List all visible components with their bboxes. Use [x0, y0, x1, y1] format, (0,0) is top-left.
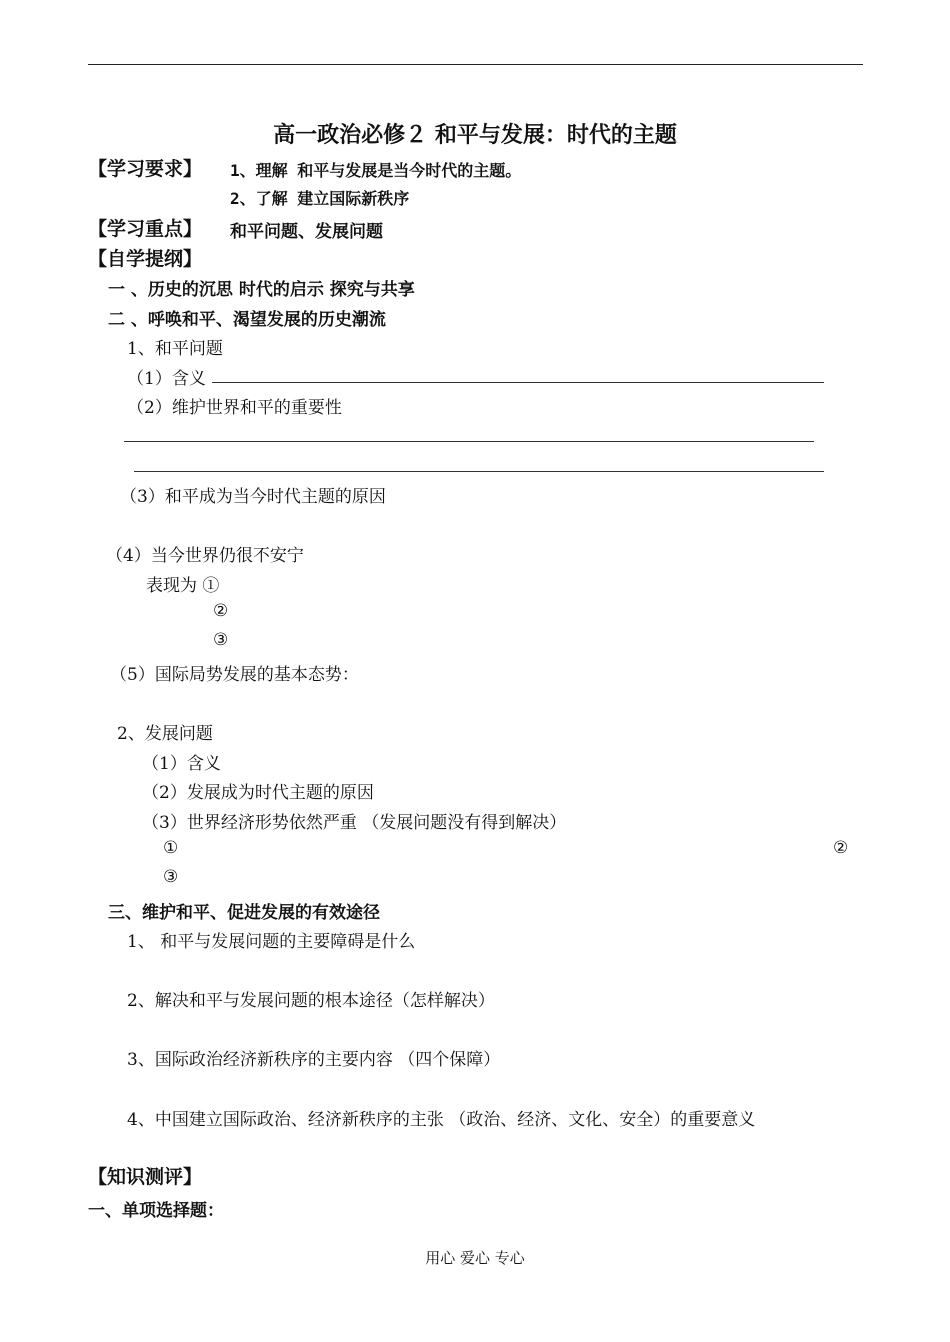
requirement-1: 1、理解 和平与发展是当今时代的主题。 — [230, 161, 522, 180]
development-item-3: （3）世界经济形势依然严重 （发展问题没有得到解决） — [142, 813, 567, 833]
test-question-1: 一、单项选择题： — [88, 1201, 224, 1221]
peace-item-4b: ② — [213, 601, 229, 621]
section-3-heading: 三、维护和平、促进发展的有效途径 — [108, 903, 380, 923]
way-item-3: 3、国际政治经济新秩序的主要内容 （四个保障） — [127, 1050, 501, 1070]
peace-item-5: （5）国际局势发展的基本态势： — [110, 665, 359, 685]
requirements-label: 【学习要求】 — [88, 158, 203, 180]
development-heading: 2、发展问题 — [117, 724, 213, 744]
development-circle-2: ② — [833, 838, 849, 858]
development-item-1: （1）含义 — [142, 754, 221, 774]
way-item-1: 1、 和平与发展问题的主要障碍是什么 — [127, 932, 416, 952]
peace-item-4c: ③ — [213, 630, 229, 650]
way-item-4: 4、中国建立国际政治、经济新秩序的主张 （政治、经济、文化、安全）的重要意义 — [127, 1110, 756, 1130]
section-1-heading: 一 、历史的沉思 时代的启示 探究与共享 — [108, 280, 415, 300]
focus-label: 【学习重点】 — [88, 218, 203, 240]
section-2-heading: 二 、呼唤和平、渴望发展的历史潮流 — [108, 310, 386, 330]
peace-item-3: （3）和平成为当今时代主题的原因 — [120, 487, 386, 507]
header-rule — [88, 64, 863, 65]
peace-item-1: （1）含义 — [127, 369, 206, 389]
test-label: 【知识测评】 — [88, 1166, 203, 1188]
development-item-2: （2）发展成为时代主题的原因 — [142, 783, 374, 803]
answer-line-3 — [134, 471, 824, 472]
page-title: 高一政治必修２ 和平与发展：时代的主题 — [273, 123, 677, 148]
development-circle-3: ③ — [163, 867, 179, 887]
way-item-2: 2、解决和平与发展问题的根本途径（怎样解决） — [127, 991, 495, 1011]
peace-item-4: （4）当今世界仍很不安宁 — [106, 546, 304, 566]
page-footer: 用心 爱心 专心 — [425, 1249, 525, 1267]
peace-heading: 1、和平问题 — [127, 339, 223, 359]
peace-item-4a: 表现为 ① — [146, 576, 220, 596]
answer-line-1 — [212, 382, 824, 383]
peace-item-2: （2）维护世界和平的重要性 — [127, 398, 342, 418]
focus-text: 和平问题、发展问题 — [230, 222, 383, 242]
answer-line-2 — [124, 441, 814, 442]
requirement-2: 2、了解 建立国际新秩序 — [230, 189, 410, 208]
development-circle-1: ① — [163, 838, 179, 858]
outline-label: 【自学提纲】 — [88, 248, 203, 270]
